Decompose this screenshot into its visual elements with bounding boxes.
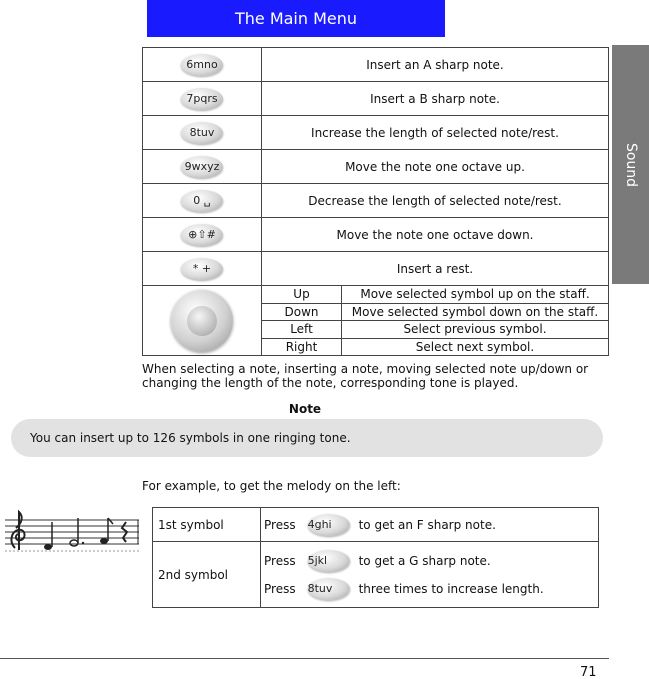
table-row xyxy=(143,184,609,218)
nav-direction: Left xyxy=(262,321,342,339)
example-intro: For example, to get the melody on the left: xyxy=(142,479,401,493)
table-row xyxy=(143,286,609,304)
symbol-label: 1st symbol xyxy=(153,508,261,542)
nav-description: Select next symbol. xyxy=(342,338,609,356)
symbol-label: 2nd symbol xyxy=(153,542,261,608)
example-table xyxy=(152,507,599,608)
instruction-line xyxy=(261,575,598,603)
instruction-line xyxy=(261,547,598,575)
instruction-text: to get a G sharp note. xyxy=(358,553,491,568)
press-label: Press xyxy=(264,581,296,596)
key-hash-icon: ⊕⇧# xyxy=(181,224,223,246)
table-row xyxy=(143,48,609,82)
table-row xyxy=(143,150,609,184)
note-heading: Note xyxy=(288,402,322,416)
key-0-icon: 0 ␣ xyxy=(181,190,223,212)
melody-staff-icon xyxy=(5,508,139,554)
table-row xyxy=(143,218,609,252)
key-5-icon: 5jkl xyxy=(308,550,350,572)
instruction-text: three times to increase length. xyxy=(358,581,544,596)
note-text: You can insert up to 126 symbols in one ringing tone. xyxy=(30,431,351,445)
navigation-key-icon xyxy=(171,290,233,352)
footer-divider xyxy=(0,658,609,659)
section-tab xyxy=(612,45,649,284)
key-star-icon: * + xyxy=(181,258,223,280)
table-row xyxy=(143,82,609,116)
press-label: Press xyxy=(264,517,296,532)
table-row xyxy=(143,252,609,286)
table-row xyxy=(153,508,599,542)
nav-description: Move selected symbol up on the staff. xyxy=(342,286,609,304)
key-description: Move the note one octave up. xyxy=(262,150,609,184)
note-box xyxy=(11,419,603,457)
key-description: Insert a B sharp note. xyxy=(262,82,609,116)
key-description: Decrease the length of selected note/rest. xyxy=(262,184,609,218)
nav-direction: Up xyxy=(262,286,342,304)
key-8-icon: 8tuv xyxy=(181,122,223,144)
page-number: 71 xyxy=(580,665,597,679)
header-title: The Main Menu xyxy=(234,9,358,28)
press-label: Press xyxy=(264,553,296,568)
tone-paragraph: When selecting a note, inserting a note, moving selected note up/down or changing the length of the note, corresponding tone is played. xyxy=(142,362,589,390)
nav-direction: Down xyxy=(262,303,342,321)
nav-description: Move selected symbol down on the staff. xyxy=(342,303,609,321)
key-description: Insert a rest. xyxy=(262,252,609,286)
key-7-icon: 7pqrs xyxy=(181,88,223,110)
page-header xyxy=(147,0,445,37)
key-6-icon: 6mno xyxy=(181,54,223,76)
table-row xyxy=(153,542,599,608)
section-tab-label: Sound xyxy=(622,142,639,188)
key-description: Increase the length of selected note/rest. xyxy=(262,116,609,150)
key-4-icon: 4ghi xyxy=(308,514,350,536)
nav-direction: Right xyxy=(262,338,342,356)
key-description: Move the note one octave down. xyxy=(262,218,609,252)
key-8-icon: 8tuv xyxy=(308,578,350,600)
key-description: Insert an A sharp note. xyxy=(262,48,609,82)
nav-description: Select previous symbol. xyxy=(342,321,609,339)
instruction-text: to get an F sharp note. xyxy=(358,517,496,532)
key-function-table xyxy=(142,47,609,356)
key-9-icon: 9wxyz xyxy=(181,156,223,178)
table-row xyxy=(143,116,609,150)
instruction-line xyxy=(261,511,598,539)
